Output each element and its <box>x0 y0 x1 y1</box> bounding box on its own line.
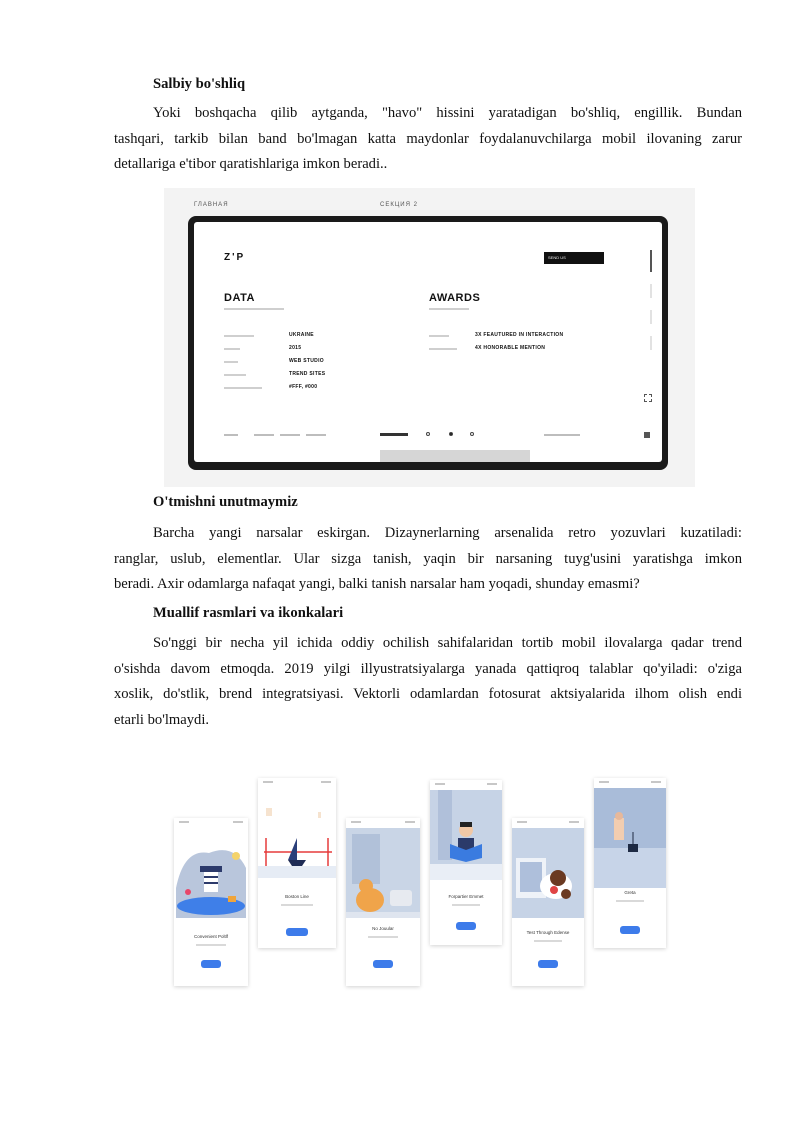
status-bar <box>599 781 609 783</box>
paragraph-illustrations <box>114 631 742 733</box>
phone-screen <box>594 778 666 948</box>
side-nav-line <box>650 336 652 350</box>
side-nav-line <box>650 284 652 298</box>
data-row-key <box>224 348 240 350</box>
illustration-dog <box>512 828 584 918</box>
phone-caption: Boston Line <box>285 894 309 899</box>
send-button: SEND US <box>544 252 604 264</box>
nav-label-main: ГЛАВНАЯ <box>194 202 229 208</box>
phone-button <box>456 922 476 930</box>
phone-caption-line <box>616 900 645 902</box>
paragraph-line: xoslik, do'stlik, brend integratsiyasi. Vektorli odamlardan fotosurat aktsiyalarida ilhom olish endi <box>114 686 742 702</box>
phone-caption-line <box>452 904 481 906</box>
onboarding-screens-figure <box>164 770 676 1000</box>
paragraph-line: o'sishda davom etmoqda. 2019 yilgi illyustratsiyalarga yanada qattiqroq talablar qo'yiladi: o'ziga <box>114 660 742 677</box>
heading-negative-space: Salbiy bo'shliq <box>153 76 246 92</box>
data-row-key <box>224 361 238 363</box>
data-row-key <box>224 374 246 376</box>
phone-caption: Forpartier Emmet <box>448 894 484 899</box>
phone-caption: Greta <box>624 890 636 895</box>
phone-caption-line <box>534 940 563 942</box>
illustration-room <box>594 788 666 888</box>
status-bar <box>179 821 189 823</box>
phone-screen <box>512 818 584 986</box>
status-bar <box>405 821 415 823</box>
phone-button <box>538 960 558 968</box>
award-row-value: 4X HONORABLE MENTION <box>475 345 546 351</box>
phone-caption: Convenient Poltlf <box>193 934 229 939</box>
slider-dot <box>426 432 430 436</box>
phone-caption-line <box>281 904 312 906</box>
data-row-value: 2015 <box>289 345 302 351</box>
image-strip <box>380 450 530 462</box>
paragraph-line: So'nggi bir necha yil ichida oddiy ochilish sahifalaridan tortib mobil ilovalarga qadar trend <box>153 635 742 651</box>
footer-line <box>280 434 300 436</box>
status-bar <box>651 781 661 783</box>
footer-icon <box>644 432 650 438</box>
footer-line <box>254 434 274 436</box>
phone-button <box>286 928 308 936</box>
awards-subtitle-line <box>429 308 469 310</box>
data-row-value: WEB STUDIO <box>289 358 324 364</box>
data-row-key <box>224 387 262 389</box>
footer-line <box>544 434 580 436</box>
illustration-cat <box>346 828 420 918</box>
data-row-value: TREND SITES <box>289 371 326 377</box>
status-bar <box>321 781 331 783</box>
phone-screen <box>258 778 336 948</box>
status-bar <box>233 821 243 823</box>
data-title: DATA <box>224 292 255 304</box>
laptop-screen-frame <box>188 216 668 470</box>
data-subtitle-line <box>224 308 284 310</box>
status-bar <box>569 821 579 823</box>
data-row-key <box>224 335 254 337</box>
footer-line <box>306 434 326 436</box>
paragraph-line: tashqari, tarkib bilan band bo'lmagan katta maydonlar foydalanuvchilarga mobil ilovaning zarur <box>114 130 742 147</box>
data-row-value: UKRAINE <box>289 332 314 338</box>
phone-button <box>373 960 394 968</box>
heading-retro: O'tmishni unutmaymiz <box>153 494 298 510</box>
heading-illustrations: Muallif rasmlari va ikonkalari <box>153 605 344 621</box>
illustration-picnic <box>174 828 248 918</box>
paragraph-line: beradi. Axir odamlarga nafaqat yangi, balki tanish narsalar ham yoqadi, shunday emasmi? <box>114 576 640 592</box>
slider-dot <box>470 432 474 436</box>
slider-dot-active <box>449 432 453 436</box>
phone-caption-line <box>196 944 226 946</box>
phone-button <box>620 926 640 934</box>
paragraph-line: etarli bo'lmaydi. <box>114 711 210 728</box>
status-bar <box>263 781 273 783</box>
awards-title: AWARDS <box>429 292 481 304</box>
paragraph-line: Barcha yangi narsalar eskirgan. Dizaynerlarning arsenalida retro yozuvlari kuzatiladi: <box>153 525 742 541</box>
phone-button <box>201 960 222 968</box>
paragraph-line: detallariga e'tibor qaratishlariga imkon beradi.. <box>114 156 388 172</box>
side-nav-indicator <box>650 250 652 272</box>
phone-screen <box>430 780 502 945</box>
award-row-value: 3X FEAUTURED IN INTERACTION <box>475 332 564 338</box>
status-bar <box>351 821 361 823</box>
nav-label-section: СЕКЦИЯ 2 <box>380 202 418 208</box>
phone-caption: No Jouular <box>372 926 394 931</box>
phone-caption-line <box>368 936 398 938</box>
screen-content <box>194 222 662 462</box>
illustration-boat <box>258 788 336 878</box>
footer-line <box>224 434 238 436</box>
status-bar <box>517 821 527 823</box>
website-mockup-figure <box>164 188 695 487</box>
slider-bar <box>380 433 408 436</box>
paragraph-negative-space <box>114 101 742 178</box>
phone-caption: Test Through Edense <box>526 930 570 935</box>
side-nav-line <box>650 310 652 324</box>
status-bar <box>435 783 445 785</box>
phone-screen <box>174 818 248 986</box>
phone-screen <box>346 818 420 986</box>
paragraph-line: Yoki boshqacha qilib aytganda, "havo" hissini yaratadigan bo'shliq, engillik. Bundan <box>153 105 742 121</box>
site-logo: Z'P <box>224 252 246 263</box>
paragraph-line: ranglar, uslub, elementlar. Ular sizga tanish, yaqin bir narsaning tuyg'usini yaratishga imkon <box>114 550 742 567</box>
paragraph-retro <box>114 521 742 598</box>
award-row-key <box>429 348 457 350</box>
illustration-reader <box>430 790 502 880</box>
data-row-value: #FFF, #000 <box>289 384 318 390</box>
award-row-key <box>429 335 449 337</box>
expand-icon <box>644 394 652 402</box>
status-bar <box>487 783 497 785</box>
